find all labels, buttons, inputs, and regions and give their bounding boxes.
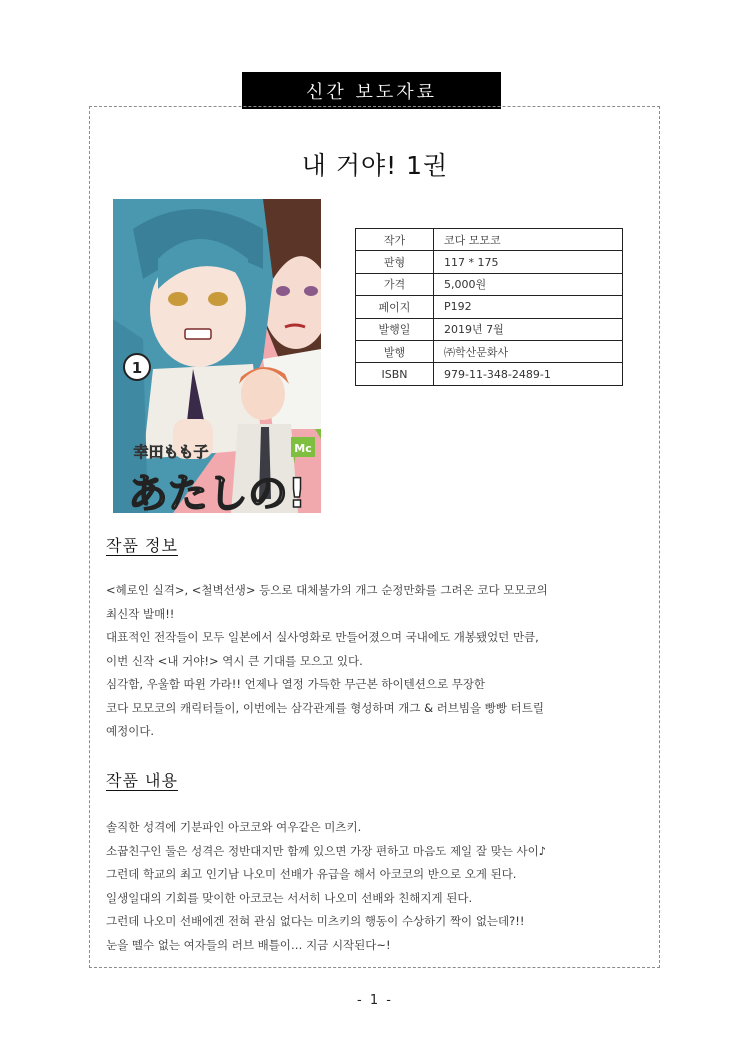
info-value: 5,000원 <box>434 273 623 295</box>
press-release-label: 신간 보도자료 <box>305 81 438 103</box>
page-number: - 1 - <box>357 993 393 1008</box>
table-row <box>356 273 623 295</box>
table-row <box>356 318 623 340</box>
text-line: <헤로인 실격>, <철벽선생> 등으로 대체불가의 개그 순정만화를 그려온 코다 모모코의 <box>106 583 548 597</box>
text-line: 일생일대의 기회를 맞이한 아코코는 서서히 나오미 선배와 친해지게 된다. <box>106 890 473 905</box>
text-line: 대표적인 전작들이 모두 일본에서 실사영화로 만들어졌으며 국내에도 개봉됐었던 만큼, <box>106 630 539 644</box>
text-line: 코다 모모코의 캐릭터들이, 이번에는 삼각관계를 형성하며 개그 & 러브빔을 빵빵 터트릴 <box>106 700 544 715</box>
info-key: 발행 <box>356 340 434 362</box>
table-row <box>356 296 623 318</box>
cover-volume-badge: 1 <box>131 359 143 377</box>
text-line: 그런데 학교의 최고 인기남 나오미 선배가 유급을 해서 아코코의 반으로 오게 된다. <box>106 867 517 881</box>
info-value: P192 <box>434 296 623 318</box>
info-value: 117 * 175 <box>434 251 623 273</box>
text-line: 그런데 나오미 선배에겐 전혀 관심 없다는 미츠키의 행동이 수상하기 짝이 없는데?!! <box>106 914 525 928</box>
info-value: 979-11-348-2489-1 <box>434 363 623 385</box>
work-info-heading: 작품 정보 <box>106 536 178 555</box>
info-key: ISBN <box>356 363 434 385</box>
work-content-heading: 작품 내용 <box>106 771 178 790</box>
info-value: 2019년 7월 <box>434 318 623 340</box>
table-row <box>356 229 623 251</box>
book-cover-image <box>113 199 321 513</box>
press-release-header <box>242 72 501 109</box>
cover-imprint-logo: Mc <box>294 442 312 455</box>
text-line: 최신작 발매!! <box>106 606 175 621</box>
table-row <box>356 340 623 362</box>
cover-series-logo: あたしの! <box>127 471 307 513</box>
cover-illustration <box>113 199 321 513</box>
info-value: 코다 모모코 <box>434 229 623 251</box>
text-line: 예정이다. <box>106 724 155 738</box>
book-info-table <box>355 228 623 386</box>
text-line: 심각함, 우울함 따윈 가라!! 언제나 열정 가득한 무근본 하이텐션으로 무장한 <box>106 677 486 691</box>
work-info-paragraph <box>106 579 646 744</box>
info-value: ㈜학산문화사 <box>434 340 623 362</box>
info-key: 작가 <box>356 229 434 251</box>
cover-author-name: 幸田もも子 <box>133 443 209 461</box>
book-title: 내 거야! 1권 <box>301 151 449 180</box>
table-row <box>356 363 623 385</box>
info-key: 판형 <box>356 251 434 273</box>
info-key: 가격 <box>356 273 434 295</box>
text-line: 눈을 뗄수 없는 여자들의 러브 배틀이… 지금 시작된다~! <box>106 937 391 952</box>
work-content-paragraph <box>106 816 646 957</box>
info-key: 발행일 <box>356 318 434 340</box>
table-row <box>356 251 623 273</box>
info-key: 페이지 <box>356 296 434 318</box>
text-line: 이번 신작 <내 거야!> 역시 큰 기대를 모으고 있다. <box>106 653 363 668</box>
text-line: 솔직한 성격에 기분파인 아코코와 여우같은 미츠키. <box>106 820 362 834</box>
text-line: 소꿉친구인 둘은 성격은 정반대지만 함께 있으면 가장 편하고 마음도 제일 잘 맞는 사이♪ <box>106 843 547 858</box>
